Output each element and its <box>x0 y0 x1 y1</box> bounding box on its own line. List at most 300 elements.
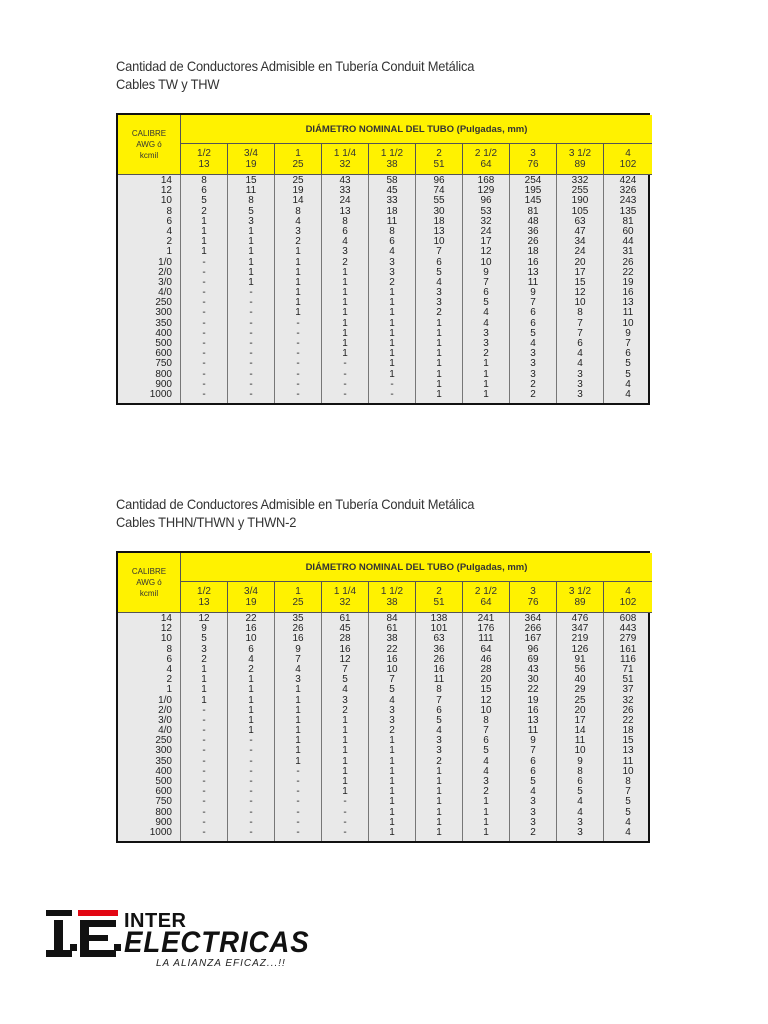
calibre-cell: 2/0 <box>158 266 172 278</box>
count-cell: 56 <box>574 663 586 675</box>
count-cell: 19 <box>622 276 634 288</box>
count-cell: - <box>202 266 206 278</box>
count-cell: 10 <box>433 236 445 248</box>
size-inches: 3/4 <box>244 148 258 159</box>
count-cell: 17 <box>574 714 586 726</box>
count-cell: 10 <box>622 317 634 329</box>
count-cell: 1 <box>436 378 442 390</box>
size-header <box>463 582 510 613</box>
count-cell: 3 <box>483 327 489 339</box>
calibre-header-line1: CALIBRE <box>131 567 167 576</box>
size-header <box>510 582 557 613</box>
size-column <box>275 175 322 403</box>
size-mm: 76 <box>527 597 539 608</box>
count-cell: - <box>249 307 253 319</box>
calibre-cell: 6 <box>166 653 172 665</box>
count-cell: 5 <box>483 297 489 309</box>
count-cell: 6 <box>436 256 442 268</box>
size-header <box>369 582 416 613</box>
count-cell: 161 <box>619 643 637 655</box>
calibre-cell: 4 <box>166 663 172 675</box>
count-cell: 4 <box>483 317 489 329</box>
count-cell: 2 <box>201 205 207 217</box>
calibre-cell: 750 <box>155 358 172 370</box>
count-cell: 1 <box>295 684 301 696</box>
count-cell: - <box>249 776 253 787</box>
count-cell: 15 <box>480 684 492 696</box>
count-cell: 45 <box>339 623 351 635</box>
calibre-cell: 500 <box>155 776 172 787</box>
calibre-cell: 300 <box>155 745 172 757</box>
count-cell: - <box>343 388 347 400</box>
count-cell: 6 <box>248 643 254 655</box>
count-cell: 6 <box>483 735 489 747</box>
size-inches: 1 1/2 <box>380 586 404 597</box>
calibre-cell: 1000 <box>149 826 172 838</box>
count-cell: 84 <box>386 613 398 624</box>
count-cell: - <box>202 826 206 838</box>
count-cell: 11 <box>245 185 257 197</box>
size-inches: 3 <box>530 586 536 597</box>
count-cell: - <box>249 327 253 339</box>
count-cell: 2 <box>248 663 254 675</box>
count-cell: 10 <box>574 297 586 309</box>
count-cell: 1 <box>342 786 348 798</box>
count-cell: 1 <box>436 776 442 787</box>
count-cell: 4 <box>295 215 301 227</box>
count-cell: 101 <box>430 623 448 635</box>
count-cell: 1 <box>248 704 254 716</box>
count-cell: 1 <box>389 786 395 798</box>
count-cell: 53 <box>480 205 492 217</box>
size-mm: 32 <box>339 597 351 608</box>
count-cell: 1 <box>201 215 207 227</box>
size-header <box>228 582 275 613</box>
size-header <box>275 144 322 175</box>
size-column <box>322 613 369 841</box>
count-cell: 96 <box>480 195 492 207</box>
count-cell: - <box>296 776 300 787</box>
size-mm: 19 <box>245 597 257 608</box>
count-cell: - <box>343 368 347 380</box>
count-cell: 5 <box>342 674 348 686</box>
count-cell: 17 <box>480 236 492 248</box>
count-cell: - <box>202 327 206 339</box>
count-cell: - <box>202 704 206 716</box>
count-cell: 3 <box>389 714 395 726</box>
count-cell: - <box>202 806 206 818</box>
count-cell: 26 <box>433 653 445 665</box>
count-cell: 16 <box>527 704 539 716</box>
count-cell: 6 <box>530 317 536 329</box>
count-cell: 12 <box>574 287 586 299</box>
count-cell: 28 <box>339 633 351 645</box>
count-cell: 9 <box>295 643 301 655</box>
calibre-cell: 1000 <box>149 388 172 400</box>
count-cell: 1 <box>389 348 395 360</box>
count-cell: - <box>296 806 300 818</box>
calibre-cell: 900 <box>155 378 172 390</box>
count-cell: - <box>202 816 206 828</box>
size-header <box>228 144 275 175</box>
count-cell: - <box>202 714 206 726</box>
count-cell: 126 <box>571 643 589 655</box>
count-cell: 1 <box>201 246 207 258</box>
count-cell: - <box>343 358 347 370</box>
count-cell: 58 <box>386 175 398 186</box>
count-cell: 3 <box>295 674 301 686</box>
size-mm: 102 <box>619 159 637 170</box>
count-cell: 168 <box>477 175 495 186</box>
count-cell: 219 <box>571 633 589 645</box>
count-cell: 243 <box>619 195 637 207</box>
count-cell: 30 <box>527 674 539 686</box>
count-cell: 195 <box>524 185 542 197</box>
size-column <box>181 613 228 841</box>
count-cell: 241 <box>477 613 495 624</box>
count-cell: 1 <box>389 755 395 767</box>
calibre-header-line3: kcmil <box>139 151 159 160</box>
size-column <box>510 613 557 841</box>
size-inches: 2 1/2 <box>474 586 498 597</box>
calibre-cell: 12 <box>160 185 172 197</box>
size-header <box>322 582 369 613</box>
count-cell: - <box>249 297 253 309</box>
count-cell: 5 <box>248 205 254 217</box>
count-cell: 8 <box>625 776 631 787</box>
count-cell: 11 <box>622 755 634 767</box>
count-cell: - <box>202 755 206 767</box>
size-header <box>510 144 557 175</box>
size-column <box>604 613 652 841</box>
count-cell: - <box>202 287 206 299</box>
count-cell: 1 <box>295 725 301 737</box>
count-cell: 6 <box>389 236 395 248</box>
size-mm: 64 <box>480 597 492 608</box>
count-cell: 1 <box>201 694 207 706</box>
count-cell: 33 <box>386 195 398 207</box>
count-cell: 279 <box>619 633 637 645</box>
size-header <box>369 144 416 175</box>
calibre-cell: 350 <box>155 317 172 329</box>
count-cell: 30 <box>433 205 445 217</box>
count-cell: 1 <box>342 338 348 349</box>
count-cell: - <box>249 368 253 380</box>
count-cell: - <box>202 256 206 268</box>
count-cell: 29 <box>574 684 586 696</box>
count-cell: 81 <box>622 215 634 227</box>
count-cell: 17 <box>574 266 586 278</box>
size-mm: 89 <box>574 159 586 170</box>
count-cell: 167 <box>524 633 542 645</box>
count-cell: 11 <box>386 215 398 227</box>
size-inches: 2 1/2 <box>474 148 498 159</box>
count-cell: 18 <box>433 215 445 227</box>
count-cell: 8 <box>483 714 489 726</box>
count-cell: 1 <box>342 348 348 360</box>
count-cell: - <box>296 368 300 380</box>
title-line-1: Cantidad de Conductores Admisible en Tubería Conduit Metálica <box>116 58 475 74</box>
count-cell: 1 <box>389 327 395 339</box>
count-cell: 2 <box>530 388 536 400</box>
count-cell: 7 <box>625 786 631 798</box>
count-cell: 25 <box>574 694 586 706</box>
count-cell: - <box>249 765 253 777</box>
count-cell: 61 <box>339 613 351 624</box>
count-cell: 3 <box>389 704 395 716</box>
count-cell: 3 <box>389 266 395 278</box>
size-inches: 1/2 <box>197 148 211 159</box>
count-cell: 2 <box>436 307 442 319</box>
count-cell: 16 <box>386 653 398 665</box>
count-cell: 3 <box>295 225 301 237</box>
count-cell: 5 <box>625 358 631 370</box>
count-cell: 9 <box>530 735 536 747</box>
count-cell: 2 <box>530 826 536 838</box>
count-cell: 326 <box>619 185 637 197</box>
calibre-cell: 3/0 <box>158 714 172 726</box>
count-cell: 105 <box>571 205 589 217</box>
count-cell: 3 <box>530 368 536 380</box>
count-cell: 1 <box>436 317 442 329</box>
count-cell: 3 <box>577 368 583 380</box>
calibre-cell: 1 <box>166 246 172 258</box>
count-cell: 8 <box>389 225 395 237</box>
count-cell: 26 <box>527 236 539 248</box>
count-cell: - <box>202 358 206 370</box>
count-cell: 15 <box>245 175 257 186</box>
size-column <box>463 613 510 841</box>
calibre-header-line2: AWG ó <box>136 578 162 587</box>
count-cell: 2 <box>342 256 348 268</box>
count-cell: 4 <box>436 276 442 288</box>
section-title-thhn-thwn <box>116 495 474 531</box>
count-cell: 4 <box>436 725 442 737</box>
count-cell: - <box>249 735 253 747</box>
count-cell: 1 <box>436 388 442 400</box>
count-cell: 32 <box>480 215 492 227</box>
size-inches: 2 <box>436 148 442 159</box>
count-cell: 6 <box>577 338 583 349</box>
count-cell: 9 <box>530 287 536 299</box>
count-cell: - <box>202 776 206 787</box>
count-cell: 1 <box>389 307 395 319</box>
count-cell: 3 <box>530 358 536 370</box>
count-cell: - <box>296 358 300 370</box>
count-cell: 24 <box>480 225 492 237</box>
count-cell: 7 <box>625 338 631 349</box>
count-cell: 12 <box>339 653 351 665</box>
count-cell: 6 <box>436 704 442 716</box>
count-cell: 1 <box>201 225 207 237</box>
count-cell: 61 <box>386 623 398 635</box>
size-header <box>275 582 322 613</box>
count-cell: 1 <box>389 735 395 747</box>
count-cell: 36 <box>433 643 445 655</box>
size-inches: 1 1/4 <box>333 148 357 159</box>
count-cell: - <box>249 378 253 390</box>
count-cell: 1 <box>295 256 301 268</box>
count-cell: 3 <box>436 745 442 757</box>
count-cell: 476 <box>571 613 589 624</box>
count-cell: 1 <box>295 287 301 299</box>
count-cell: 1 <box>342 735 348 747</box>
count-cell: 3 <box>248 215 254 227</box>
count-cell: 1 <box>389 368 395 380</box>
size-column <box>228 175 275 403</box>
count-cell: 4 <box>389 246 395 258</box>
calibre-header-line1: CALIBRE <box>131 129 167 138</box>
count-cell: - <box>202 388 206 400</box>
count-cell: - <box>249 786 253 798</box>
size-mm: 64 <box>480 159 492 170</box>
count-cell: 1 <box>436 816 442 828</box>
count-cell: - <box>296 338 300 349</box>
size-inches: 4 <box>625 148 631 159</box>
count-cell: 5 <box>436 266 442 278</box>
count-cell: 12 <box>480 694 492 706</box>
size-column <box>275 613 322 841</box>
count-cell: 1 <box>295 704 301 716</box>
count-cell: 4 <box>530 786 536 798</box>
count-cell: 6 <box>342 225 348 237</box>
count-cell: - <box>202 745 206 757</box>
count-cell: - <box>249 348 253 360</box>
count-cell: 2 <box>436 755 442 767</box>
count-cell: 8 <box>436 684 442 696</box>
count-cell: 22 <box>245 613 257 624</box>
count-cell: 19 <box>292 185 304 197</box>
count-cell: 16 <box>339 643 351 655</box>
count-cell: 35 <box>292 613 304 624</box>
count-cell: 4 <box>483 307 489 319</box>
count-cell: 4 <box>483 755 489 767</box>
count-cell: 11 <box>527 276 539 288</box>
size-inches: 1 <box>295 586 301 597</box>
count-cell: 32 <box>622 694 634 706</box>
count-cell: 26 <box>622 704 634 716</box>
conduit-table-thhn-thwn <box>116 551 650 843</box>
calibre-cell: 4/0 <box>158 287 172 299</box>
count-cell: 1 <box>342 307 348 319</box>
count-cell: 40 <box>574 674 586 686</box>
count-cell: 1 <box>248 674 254 686</box>
count-cell: 7 <box>577 327 583 339</box>
count-cell: 18 <box>386 205 398 217</box>
size-inches: 3 <box>530 148 536 159</box>
count-cell: - <box>296 765 300 777</box>
count-cell: 1 <box>483 378 489 390</box>
count-cell: 7 <box>483 276 489 288</box>
count-cell: - <box>296 348 300 360</box>
calibre-cell: 3/0 <box>158 276 172 288</box>
count-cell: 1 <box>248 684 254 696</box>
count-cell: - <box>249 755 253 767</box>
count-cell: 1 <box>248 725 254 737</box>
count-cell: 7 <box>436 694 442 706</box>
calibre-cell: 400 <box>155 327 172 339</box>
count-cell: 16 <box>292 633 304 645</box>
calibre-cell: 350 <box>155 755 172 767</box>
count-cell: 16 <box>245 623 257 635</box>
count-cell: 8 <box>201 175 207 186</box>
count-cell: 138 <box>430 613 448 624</box>
calibre-cell: 2 <box>166 236 172 248</box>
count-cell: 15 <box>622 735 634 747</box>
size-mm: 13 <box>198 159 210 170</box>
count-cell: 1 <box>201 684 207 696</box>
calibre-cell: 2 <box>166 674 172 686</box>
count-cell: 2 <box>389 276 395 288</box>
size-mm: 13 <box>198 597 210 608</box>
count-cell: 1 <box>295 755 301 767</box>
calibre-cell: 1 <box>166 684 172 696</box>
count-cell: 46 <box>480 653 492 665</box>
title-line-2: Cables THHN/THWN y THWN-2 <box>116 514 297 530</box>
count-cell: 1 <box>342 287 348 299</box>
count-cell: - <box>296 816 300 828</box>
size-header <box>557 582 604 613</box>
count-cell: 51 <box>622 674 634 686</box>
count-cell: 4 <box>577 348 583 360</box>
count-cell: 4 <box>577 358 583 370</box>
count-cell: 16 <box>433 663 445 675</box>
count-cell: 4 <box>625 378 631 390</box>
count-cell: 5 <box>625 796 631 808</box>
count-cell: 1 <box>342 725 348 737</box>
count-cell: - <box>343 806 347 818</box>
calibre-cell: 250 <box>155 735 172 747</box>
count-cell: 1 <box>483 796 489 808</box>
calibre-cell: 750 <box>155 796 172 808</box>
calibre-cell: 4 <box>166 225 172 237</box>
count-cell: 71 <box>622 663 634 675</box>
count-cell: - <box>343 826 347 838</box>
count-cell: 4 <box>625 388 631 400</box>
count-cell: 34 <box>574 236 586 248</box>
count-cell: 424 <box>619 175 637 186</box>
count-cell: 3 <box>389 256 395 268</box>
count-cell: 45 <box>386 185 398 197</box>
calibre-cell: 250 <box>155 297 172 309</box>
count-cell: 2 <box>483 786 489 798</box>
count-cell: 1 <box>342 276 348 288</box>
count-cell: 26 <box>622 256 634 268</box>
count-cell: - <box>343 816 347 828</box>
count-cell: 9 <box>577 755 583 767</box>
count-cell: 10 <box>480 256 492 268</box>
count-cell: 63 <box>433 633 445 645</box>
count-cell: 81 <box>527 205 539 217</box>
size-mm: 51 <box>433 159 445 170</box>
count-cell: 5 <box>389 684 395 696</box>
count-cell: - <box>202 317 206 329</box>
count-cell: 28 <box>480 663 492 675</box>
count-cell: 24 <box>339 195 351 207</box>
count-cell: 7 <box>295 653 301 665</box>
count-cell: - <box>202 765 206 777</box>
count-cell: 14 <box>574 725 586 737</box>
count-cell: 3 <box>483 338 489 349</box>
size-inches: 1 1/2 <box>380 148 404 159</box>
count-cell: 8 <box>577 307 583 319</box>
count-cell: 10 <box>574 745 586 757</box>
count-cell: - <box>249 826 253 838</box>
count-cell: 5 <box>483 745 489 757</box>
size-mm: 76 <box>527 159 539 170</box>
count-cell: 8 <box>248 195 254 207</box>
calibre-cell: 400 <box>155 765 172 777</box>
